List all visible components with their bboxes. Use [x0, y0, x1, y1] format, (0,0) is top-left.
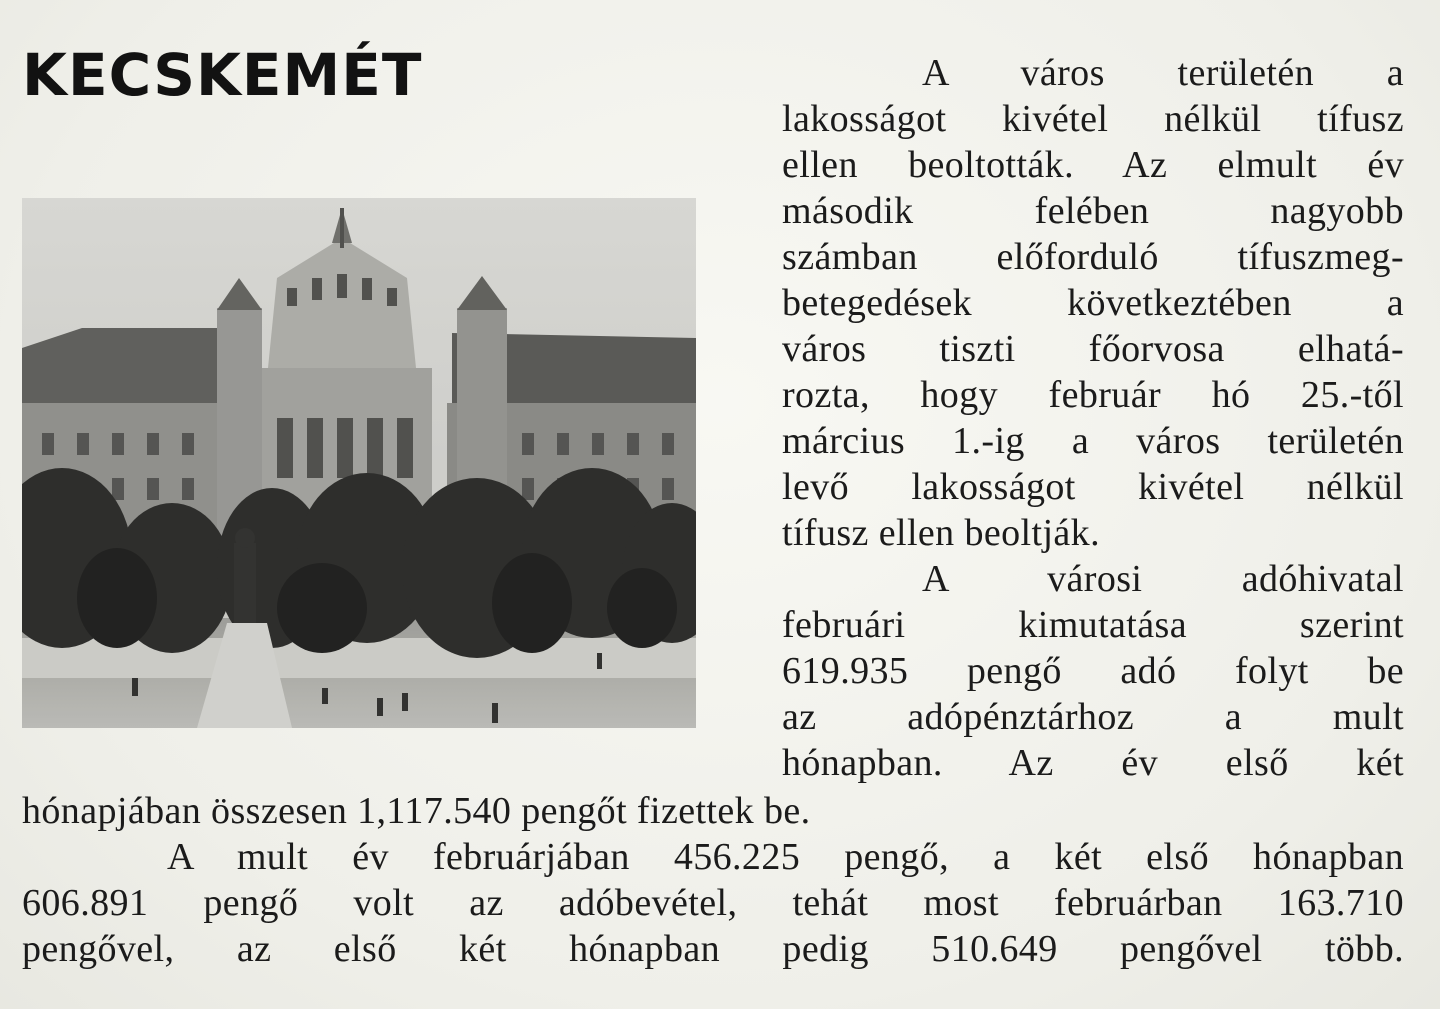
text-line: A városi adóhivatal — [922, 558, 1404, 600]
text-line: ellen beoltották. Az elmult év — [782, 144, 1404, 186]
text-line: város tiszti főorvosa elhatá- — [782, 328, 1404, 370]
text-line: március 1.-ig a város területén — [782, 420, 1404, 462]
text-line: betegedések következtében a — [782, 282, 1404, 324]
town-hall-photo — [22, 198, 696, 728]
text-line: az adópénztárhoz a mult — [782, 696, 1404, 738]
text-line: hónapjában összesen 1,117.540 pengőt fizettek be. — [22, 790, 811, 832]
article-full-width-text — [22, 788, 1404, 972]
text-line: levő lakosságot kivétel nélkül — [782, 466, 1404, 508]
text-line: 606.891 pengő volt az adóbevétel, tehát most februárban 163.710 — [22, 882, 1404, 924]
text-line: rozta, hogy február hó 25.-től — [782, 374, 1404, 416]
text-line: A város területén a — [922, 52, 1404, 94]
text-line: számban előforduló tífuszmeg- — [782, 236, 1404, 278]
article-column-text — [782, 50, 1404, 786]
text-line: hónapban. Az év első két — [782, 742, 1404, 784]
text-line: pengővel, az első két hónapban pedig 510.649 pengővel több. — [22, 928, 1404, 970]
text-line: februári kimutatása szerint — [782, 604, 1404, 646]
text-line: A mult év februárjában 456.225 pengő, a két első hónapban — [167, 836, 1404, 878]
text-line: tífusz ellen beoltják. — [782, 512, 1100, 554]
text-line: 619.935 pengő adó folyt be — [782, 650, 1404, 692]
text-line: második felében nagyobb — [782, 190, 1404, 232]
text-line: lakosságot kivétel nélkül tífusz — [782, 98, 1404, 140]
article-title: KECSKEMÉT — [22, 41, 423, 109]
